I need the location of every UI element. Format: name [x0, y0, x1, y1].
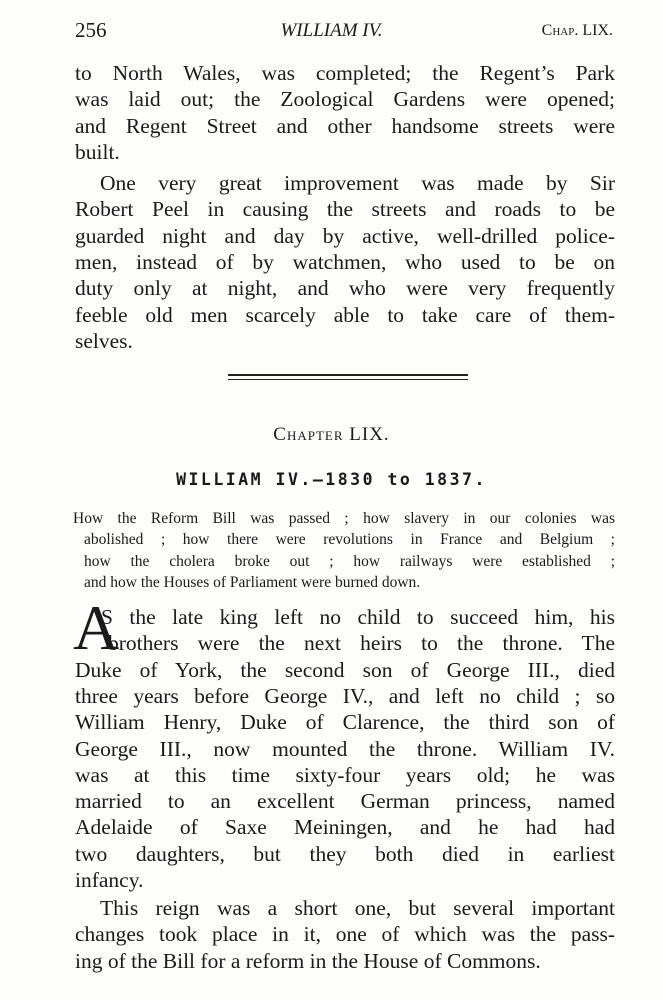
text-line: feeble old men scarcely able to take care of them- — [75, 302, 615, 327]
text-line: selves. — [75, 328, 133, 353]
text-line: built. — [75, 139, 120, 164]
text-line: William Henry, Duke of Clarence, the third son of — [75, 710, 615, 735]
text-line: S the late king left no child to succeed him, his — [101, 605, 615, 629]
text-line: duty only at night, and who were very frequently — [75, 276, 615, 301]
page-number: 256 — [75, 18, 107, 42]
running-title: WILLIAM IV. — [280, 20, 383, 41]
text-line: George III., now mounted the throne. William IV. — [75, 736, 615, 761]
text-line: How the Reform Bill was passed ; how slavery in our colonies was — [73, 510, 615, 527]
text-line: and Regent Street and other handsome streets were — [75, 113, 615, 138]
text-line: three years before George IV., and left no child ; so — [75, 683, 615, 708]
text-line: One very great improvement was made by Sir — [100, 171, 615, 195]
drop-cap: A — [73, 592, 120, 663]
text-line: two daughters, but they both died in earliest — [75, 841, 615, 866]
text-line: Adelaide of Saxe Meiningen, and he had had — [75, 815, 615, 840]
text-line: was at this time sixty-four years old; he was — [75, 762, 615, 787]
text-line: Robert Peel in causing the streets and roads to be — [75, 197, 615, 222]
text-line: guarded night and day by active, well-drilled police- — [75, 223, 615, 248]
text-line: brothers were the next heirs to the throne. The — [108, 631, 615, 656]
text-line: changes took place in it, one of which was the pass- — [75, 922, 615, 947]
section-divider — [228, 374, 468, 380]
text-line: and how the Houses of Parliament were burned down. — [84, 574, 421, 592]
text-line: married to an excellent German princess, named — [75, 789, 615, 814]
text-line: abolished ; how there were revolutions in France and Belgium ; — [84, 531, 615, 549]
text-line: to North Wales, was completed; the Regent’s Park — [75, 61, 615, 85]
chapter-subtitle: WILLIAM IV.—1830 to 1837. — [176, 470, 487, 489]
text-line: how the cholera broke out ; how railways were established ; — [84, 552, 615, 570]
text-line: was laid out; the Zoological Gardens were opened; — [75, 87, 615, 112]
text-line: men, instead of by watchmen, who used to be on — [75, 249, 615, 274]
text-line: ing of the Bill for a reform in the House of Commons. — [75, 948, 541, 973]
chapter-heading: Chapter LIX. — [273, 424, 390, 445]
text-line: This reign was a short one, but several important — [100, 896, 615, 920]
text-line: Duke of York, the second son of George III., died — [75, 657, 615, 682]
chapter-label: Chap. LIX. — [541, 22, 613, 39]
text-line: infancy. — [75, 868, 144, 892]
